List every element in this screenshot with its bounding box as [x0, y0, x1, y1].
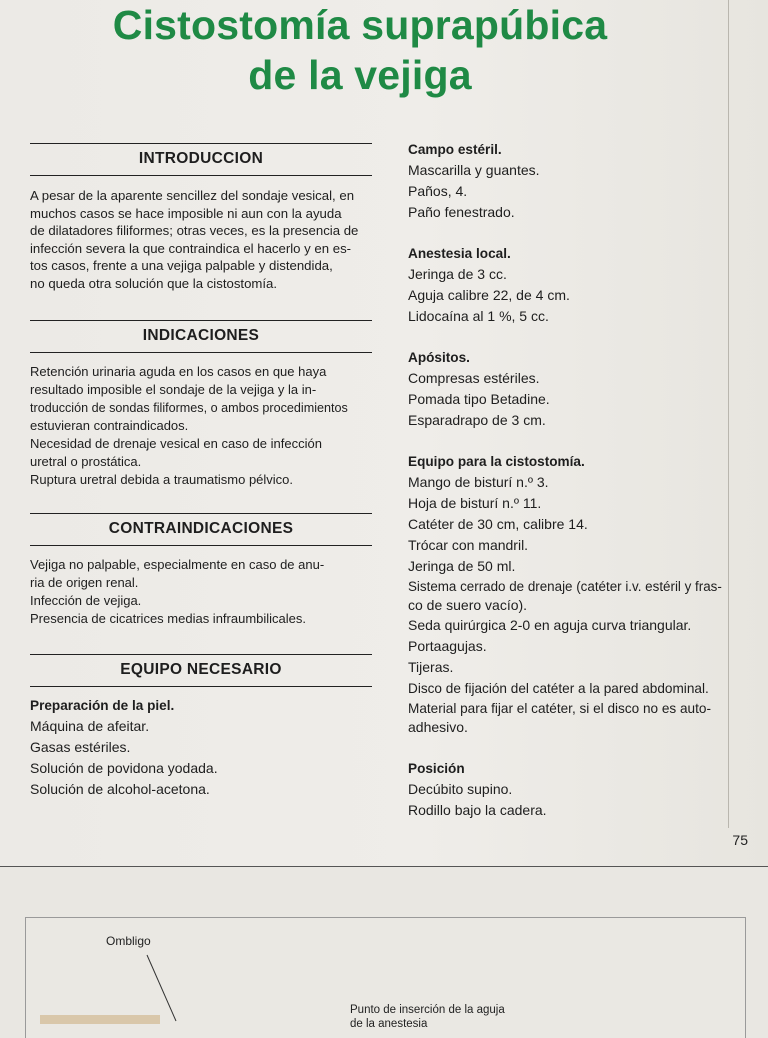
- intro-line: tos casos, frente a una vejiga palpable y distendida,: [30, 258, 333, 274]
- indicaciones-line: Ruptura uretral debida a traumatismo pélvico.: [30, 471, 294, 487]
- equipo-line: Solución de povidona yodada.: [30, 759, 218, 776]
- indicaciones-line: uretral o prostática.: [30, 453, 142, 469]
- anestesia-line: Aguja calibre 22, de 4 cm.: [408, 287, 570, 303]
- contraindicaciones-line: Vejiga no palpable, especialmente en caso de anu-: [30, 556, 325, 572]
- section-heading-indicaciones: INDICACIONES: [30, 320, 372, 353]
- subheading-anestesia: Anestesia local.: [408, 246, 511, 261]
- intro-line: no queda otra solución que la cistostomía.: [30, 275, 278, 291]
- figure-label-line: de la anestesia: [350, 1018, 428, 1030]
- cistostomia-line: Tijeras.: [408, 659, 454, 675]
- figure-label-ombligo: Ombligo: [106, 934, 151, 948]
- anestesia-line: Lidocaína al 1 %, 5 cc.: [408, 308, 549, 324]
- cistostomia-line: Portaagujas.: [408, 638, 487, 654]
- cistostomia-line: Sistema cerrado de drenaje (catéter i.v. estéril y fras-: [408, 579, 722, 594]
- page-number: 75: [732, 832, 748, 848]
- cistostomia-line: adhesivo.: [408, 719, 468, 735]
- equipo-line: Máquina de afeitar.: [30, 717, 150, 734]
- section-heading-introduccion: INTRODUCCION: [30, 143, 372, 176]
- figure-label-punto-insercion: [350, 1003, 505, 1031]
- intro-line: A pesar de la aparente sencillez del sondaje vesical, en: [30, 188, 355, 203]
- posicion-line: Rodillo bajo la cadera.: [408, 802, 547, 818]
- contraindicaciones-line: ria de origen renal.: [30, 574, 139, 590]
- posicion-line: Decúbito supino.: [408, 781, 513, 797]
- equipo-line: Solución de alcohol-acetona.: [30, 780, 210, 797]
- cistostomia-line: Material para fijar el catéter, si el disco no es auto-: [408, 701, 711, 716]
- cistostomia-line: Mango de bisturí n.º 3.: [408, 474, 549, 490]
- indicaciones-line: troducción de sondas filiformes, o ambos procedimientos: [30, 400, 348, 415]
- cistostomia-line: co de suero vacío).: [408, 597, 528, 613]
- campo-line: Paño fenestrado.: [408, 204, 515, 220]
- indicaciones-line: Necesidad de drenaje vesical en caso de infección: [30, 435, 322, 451]
- apositos-line: Compresas estériles.: [408, 370, 540, 386]
- subheading-cistostomia: Equipo para la cistostomía.: [408, 454, 585, 469]
- intro-line: muchos casos se hace imposible ni aun con la ayuda: [30, 205, 342, 221]
- title-line-1: Cistostomía suprapúbica: [112, 2, 608, 48]
- intro-line: de dilatadores filiformes; otras veces, es la presencia de: [30, 223, 359, 239]
- apositos-line: Pomada tipo Betadine.: [408, 391, 550, 407]
- indicaciones-line: Retención urinaria aguda en los casos en que haya: [30, 363, 327, 379]
- section-heading-equipo: EQUIPO NECESARIO: [30, 654, 372, 687]
- contraindicaciones-line: Presencia de cicatrices medias infraumbilicales.: [30, 610, 307, 626]
- subheading-apositos: Apósitos.: [408, 350, 470, 365]
- apositos-line: Esparadrapo de 3 cm.: [408, 412, 546, 428]
- cistostomia-line: Jeringa de 50 ml.: [408, 558, 516, 574]
- contraindicaciones-line: Infección de vejiga.: [30, 592, 142, 608]
- cistostomia-line: Trócar con mandril.: [408, 537, 529, 553]
- skin-strip: [40, 1015, 160, 1024]
- cistostomia-line: Disco de fijación del catéter a la pared abdominal.: [408, 681, 709, 696]
- subheading-campo: Campo estéril.: [408, 142, 502, 157]
- anestesia-line: Jeringa de 3 cc.: [408, 266, 507, 282]
- cistostomia-line: Catéter de 30 cm, calibre 14.: [408, 516, 588, 532]
- indicaciones-line: resultado imposible el sondaje de la vejiga y la in-: [30, 381, 317, 397]
- title-line-2: de la vejiga: [248, 52, 472, 98]
- subheading-preparacion: Preparación de la piel.: [30, 697, 175, 713]
- ombligo-pointer-line: [147, 955, 176, 1021]
- indicaciones-line: estuvieran contraindicados.: [30, 417, 189, 433]
- campo-line: Mascarilla y guantes.: [408, 162, 540, 178]
- cistostomia-line: Seda quirúrgica 2-0 en aguja curva triangular.: [408, 617, 692, 633]
- campo-line: Paños, 4.: [408, 183, 468, 199]
- subheading-posicion: Posición: [408, 761, 465, 776]
- cistostomia-line: Hoja de bisturí n.º 11.: [408, 495, 542, 511]
- figure-label-line: Punto de inserción de la aguja: [350, 1004, 505, 1016]
- intro-line: infección severa la que contraindica el hacerlo y en es-: [30, 240, 352, 256]
- equipo-line: Gasas estériles.: [30, 738, 131, 755]
- section-heading-contraindicaciones: CONTRAINDICACIONES: [30, 513, 372, 546]
